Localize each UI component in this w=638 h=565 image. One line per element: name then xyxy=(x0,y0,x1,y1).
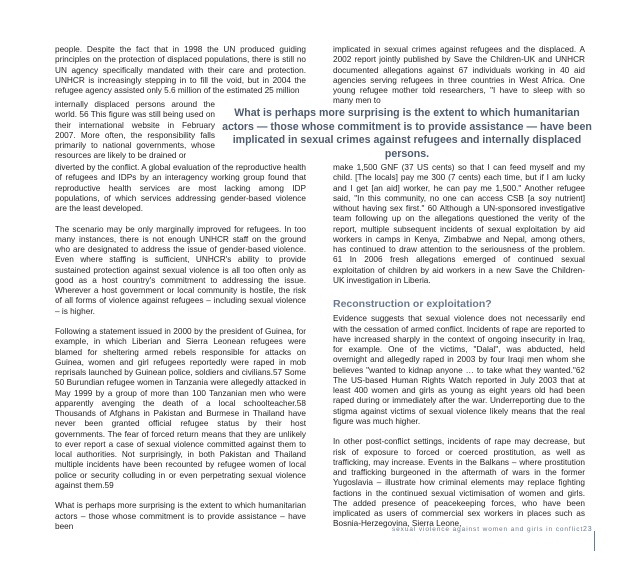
paragraph: Following a statement issued in 2000 by the president of Guinea, for example, in which Liberian and Sierra Leonean refugees were blamed for sheltering armed rebels responsible for attacks on Guinea, women and girl refugees reportedly were raped in mob reprisals launched by Guinean police, soldiers and civilians.57 Some 50 Burundian refugee women in Tanzania were allegedly attacked in May 1999 by a group of more than 100 Tanzanian men who were apparently avenging the death of a local schoolteacher.58 Thousands of Afghans in Pakistan and Burmese in Thailand have never been granted official refugee status by their host governments. The fear of forced return means that they are unlikely to ever report a case of sexual violence committed against them to local authorities. Not surprisingly, in both Pakistan and Thailand multiple incidents have been recounted by refugee women of local police or security colluding in or even perpetrating sexual violence against them.59 xyxy=(55,327,306,490)
footer-rule xyxy=(594,531,595,551)
pull-quote xyxy=(222,107,592,162)
page-footer xyxy=(392,526,592,533)
paragraph: The scenario may be only marginally improved for refugees. In too many instances, there is not enough UNHCR staff on the ground who are designated to address the issue of gender-based violence. Even where staffing is sufficient, UNHCR's ability to provide sustained protection against sexual violence is all too often only as good as a host country's commitment to addressing the issue. Wherever a host government or local community is hostile, the risk of all forms of violence against refugees – including sexual violence – is higher. xyxy=(55,224,306,316)
top-right-text xyxy=(333,45,585,107)
paragraph: What is perhaps more surprising is the extent to which humanitarian actors – those whose commitment is to provide assistance – have been xyxy=(55,501,306,531)
pull-quote-text: What is perhaps more surprising is the extent to which humanitarian actors — those whose commitment is to provide assistance — have been implicated in sexual crimes against refugees and internally displaced persons. xyxy=(222,107,592,161)
top-left-text xyxy=(55,45,306,96)
left-column xyxy=(55,163,306,532)
section-heading: Reconstruction or exploitation? xyxy=(333,298,492,311)
paragraph: people. Despite the fact that in 1998 the UN produced guiding principles on the protection of displaced populations, there is still no UN agency specifically mandated with their care and protection. UNHCR is increasingly stepping in to fill the void, but in 2004 the refugee agency assisted only 5.6 million of the estimated 25 million xyxy=(55,45,306,95)
paragraph: internally displaced persons around the world. 56 This figure was still being used on their international website in February 2007. More often, the responsibility falls primarily to national governments, whose resources are likely to be drained or xyxy=(55,100,215,161)
page-number: 23 xyxy=(583,526,593,533)
paragraph: make 1,500 GNF (37 US cents) so that I can feed myself and my child. [The locals] pay me 300 (7 cents) each time, but if I am lucky and I get [an aid] worker, he can pay me 1,500." Another refugee said, "In this community, no one can access CSB [a soy nutrient] without having sex first." 60 Although a UN-sponsored investigative team following up on the allegations questioned the verity of the report, multiple subsequent incidents of sexual exploitation by aid workers in camps in Kenya, Zimbabwe and Nepal, among others, has continued to draw attention to the seriousness of the problem. 61 In 2006 fresh allegations emerged of continued sexual exploitation of children by aid workers in a new Save the Children-UK investigation in Liberia. xyxy=(333,163,585,285)
wrapped-text xyxy=(55,100,215,162)
paragraph: In other post-conflict settings, incidents of rape may decrease, but risk of exposure to forced or coerced prostitution, as well as trafficking, may increase. Events in the Balkans – where prostitution and trafficking burgeoned in the aftermath of wars in the former Yugoslavia – illustrate how criminal elements may replace fighting factions in the continued sexual victimisation of women and girls. The added presence of peacekeeping forces, who have been implicated as users of commercial sex workers in places such as Bosnia-Herzegovina, Sierra Leone, xyxy=(333,437,585,529)
right-column xyxy=(333,163,585,530)
paragraph: diverted by the conflict. A global evaluation of the reproductive health of refugees and IDPs by an interagency working group found that reproductive health services are most lacking among IDP populations, of which services addressing gender-based violence are the least developed. xyxy=(55,163,306,213)
paragraph: implicated in sexual crimes against refugees and the displaced. A 2002 report jointly published by Save the Children-UK and UNHCR documented allegations against 67 individuals working in 40 aid agencies serving refugees in three countries in West Africa. One young refugee mother told researchers, "I have to sleep with so many men to xyxy=(333,45,585,106)
paragraph: Evidence suggests that sexual violence does not necessarily end with the cessation of armed conflict. Incidents of rape are reported to have increased sharply in the context of ongoing insecurity in Iraq, for example. One of the victims, "Dalal", was abducted, held overnight and allegedly raped in 2003 by four Iraqi men whom she believes "wanted to kidnap anyone … to take what they wanted."62 The US-based Human Rights Watch reported in July 2003 that at least 400 women and girls as young as eight years old had been raped during or immediately after the war. Underreporting due to the stigma against victims of sexual violence likely means that the real figure was much higher. xyxy=(333,314,585,426)
running-title: sexual violence against women and girls in conflict xyxy=(392,526,584,533)
